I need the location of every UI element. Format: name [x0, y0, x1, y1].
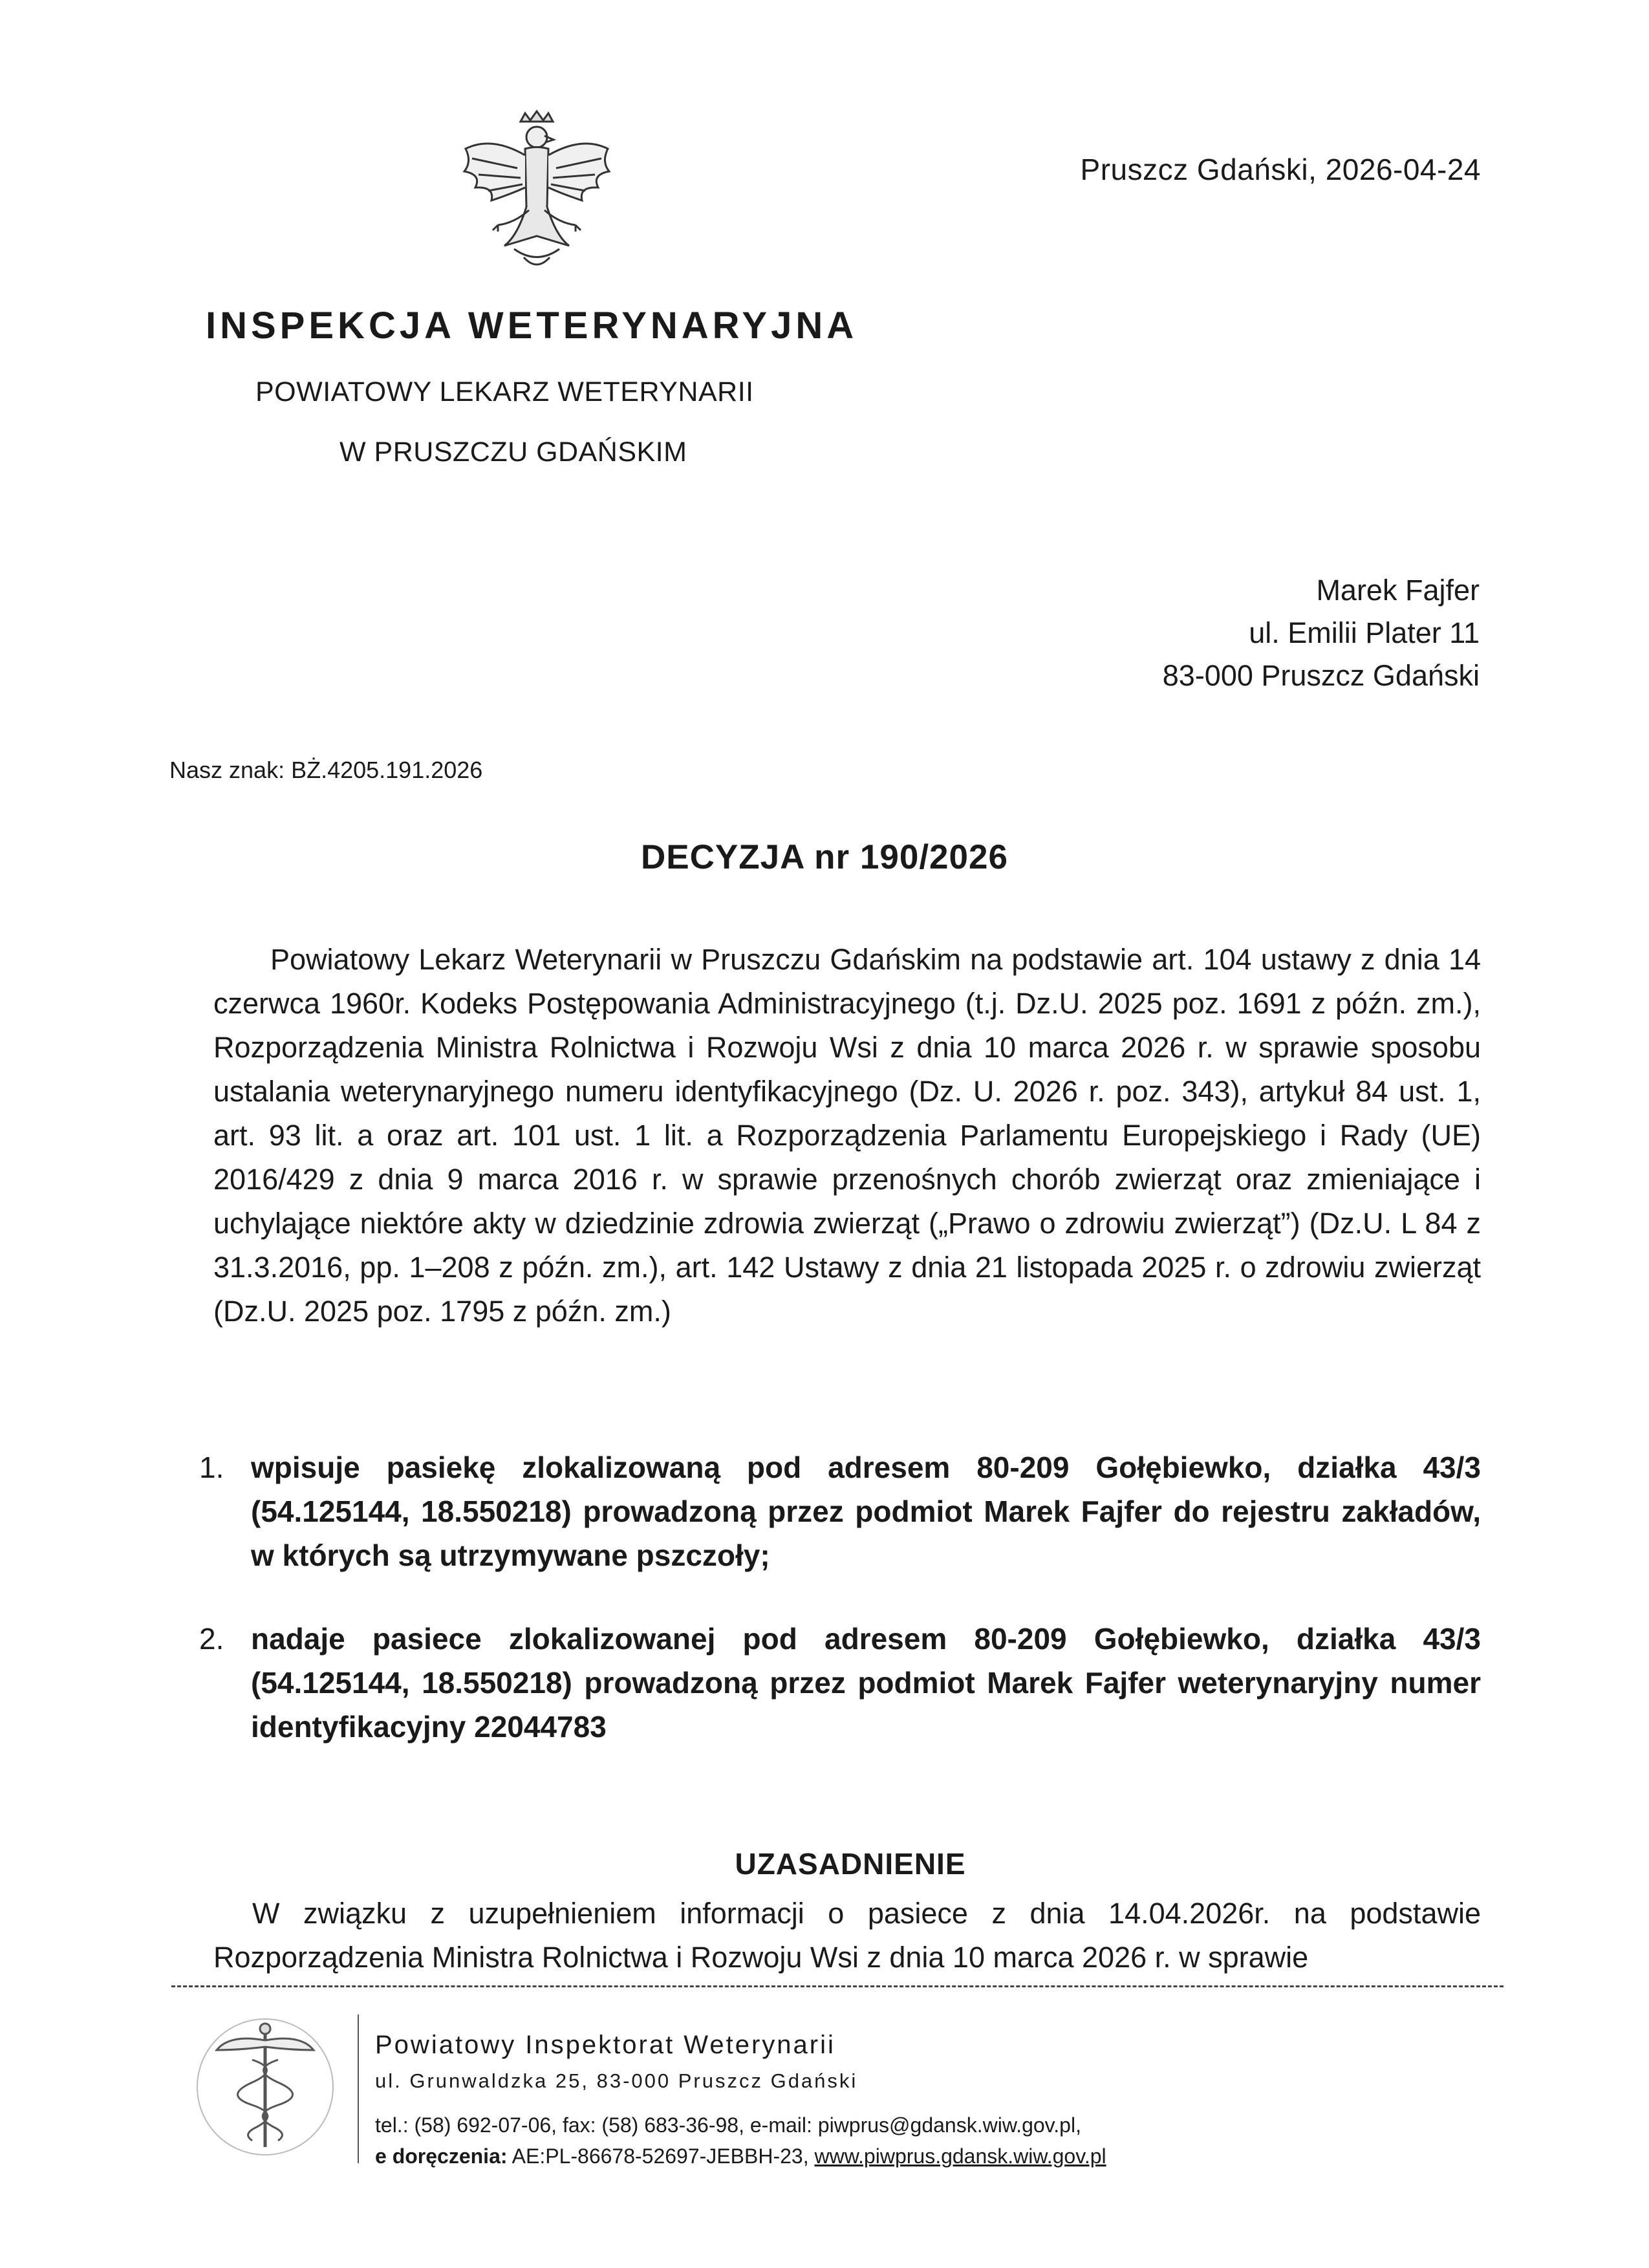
organization-location: W PRUSZCZU GDAŃSKIM — [339, 437, 687, 468]
justification-title: UZASADNIENIE — [735, 1847, 966, 1881]
decision-item-number: 2. — [199, 1622, 224, 1656]
footer-delivery-line — [375, 2141, 1106, 2172]
document-date: Pruszcz Gdański, 2026-04-24 — [1080, 153, 1481, 186]
footer-organization-name: Powiatowy Inspektorat Weterynarii — [375, 2031, 835, 2059]
organization-subtitle: POWIATOWY LEKARZ WETERYNARII — [255, 376, 754, 407]
decision-item-text: wpisuje pasiekę zlokalizowaną pod adresem 80-209 Gołębiewko, działka 43/3 (54.125144, 18.550218) prowadzoną przez podmiot Marek Fajfer do rejestru zakładów, w których są utrzymywane pszczoły; — [251, 1451, 1481, 1572]
reference-number: Nasz znak: BŻ.4205.191.2026 — [169, 757, 483, 783]
footer-divider — [171, 1985, 1503, 1987]
decision-item-number: 1. — [199, 1451, 224, 1484]
decision-title: DECYZJA nr 190/2026 — [641, 838, 1008, 876]
justification-text: W związku z uzupełnieniem informacji o pasiece z dnia 14.04.2026r. na podstawie Rozporządzenia Ministra Rolnictwa i Rozwoju Wsi z dnia 10 marca 2026 r. w sprawie — [213, 1897, 1481, 1974]
organization-title: INSPEKCJA WETERYNARYJNA — [206, 305, 858, 347]
recipient-name: Marek Fajfer — [1316, 574, 1480, 607]
footer-address: ul. Grunwaldzka 25, 83-000 Pruszcz Gdański — [375, 2069, 858, 2092]
footer-contact-line: tel.: (58) 692-07-06, fax: (58) 683-36-98, e-mail: piwprus@gdansk.wiw.gov.pl, — [375, 2113, 1081, 2137]
decision-legal-basis: Powiatowy Lekarz Weterynarii w Pruszczu Gdańskim na podstawie art. 104 ustawy z dnia 14 czerwca 1960r. Kodeks Postępowania Administracyjnego (t.j. Dz.U. 2025 poz. 1691 z późn. zm.), Rozporządzenia Ministra Rolnictwa i Rozwoju Wsi z dnia 10 marca 2026 r. w sprawie sposobu ustalania weterynaryjnego numeru identyfikacyjnego (Dz. U. 2026 r. poz. 343), artykuł 84 ust. 1, art. 93 lit. a oraz art. 101 ust. 1 lit. a Rozporządzenia Parlamentu Europejskiego i Rady (UE) 2016/429 z dnia 9 marca 2016 r. w sprawie przenośnych chorób zwierząt oraz zmieniające i uchylające niektóre akty w dziedzinie zdrowia zwierząt („Prawo o zdrowiu zwierząt”) (Dz.U. L 84 z 31.3.2016, pp. 1–208 z późn. zm.), art. 142 Ustawy z dnia 21 listopada 2025 r. o zdrowiu zwierząt (Dz.U. 2025 poz. 1795 z późn. zm.) — [213, 943, 1481, 1328]
recipient-address — [1163, 569, 1480, 697]
footer-contact — [375, 2110, 1106, 2172]
decision-item-text: nadaje pasiece zlokalizowanej pod adresem 80-209 Gołębiewko, działka 43/3 (54.125144, 18.550218) prowadzoną przez podmiot Marek Fajfer weterynaryjny numer identyfikacyjny 22044783 — [251, 1622, 1481, 1744]
caduceus-logo — [191, 2014, 339, 2160]
website-link[interactable]: www.piwprus.gdansk.wiw.gov.pl — [814, 2144, 1106, 2168]
recipient-city: 83-000 Pruszcz Gdański — [1162, 659, 1480, 692]
footer-separator — [358, 2014, 359, 2163]
delivery-address: AE:PL-86678-52697-JEBBH-23, — [512, 2144, 809, 2168]
decision-item — [199, 1445, 1481, 1577]
polish-eagle-emblem — [453, 110, 621, 285]
decision-item — [199, 1617, 1481, 1749]
recipient-street: ul. Emilii Plater 11 — [1249, 616, 1480, 649]
delivery-label: e doręczenia: — [375, 2144, 508, 2168]
